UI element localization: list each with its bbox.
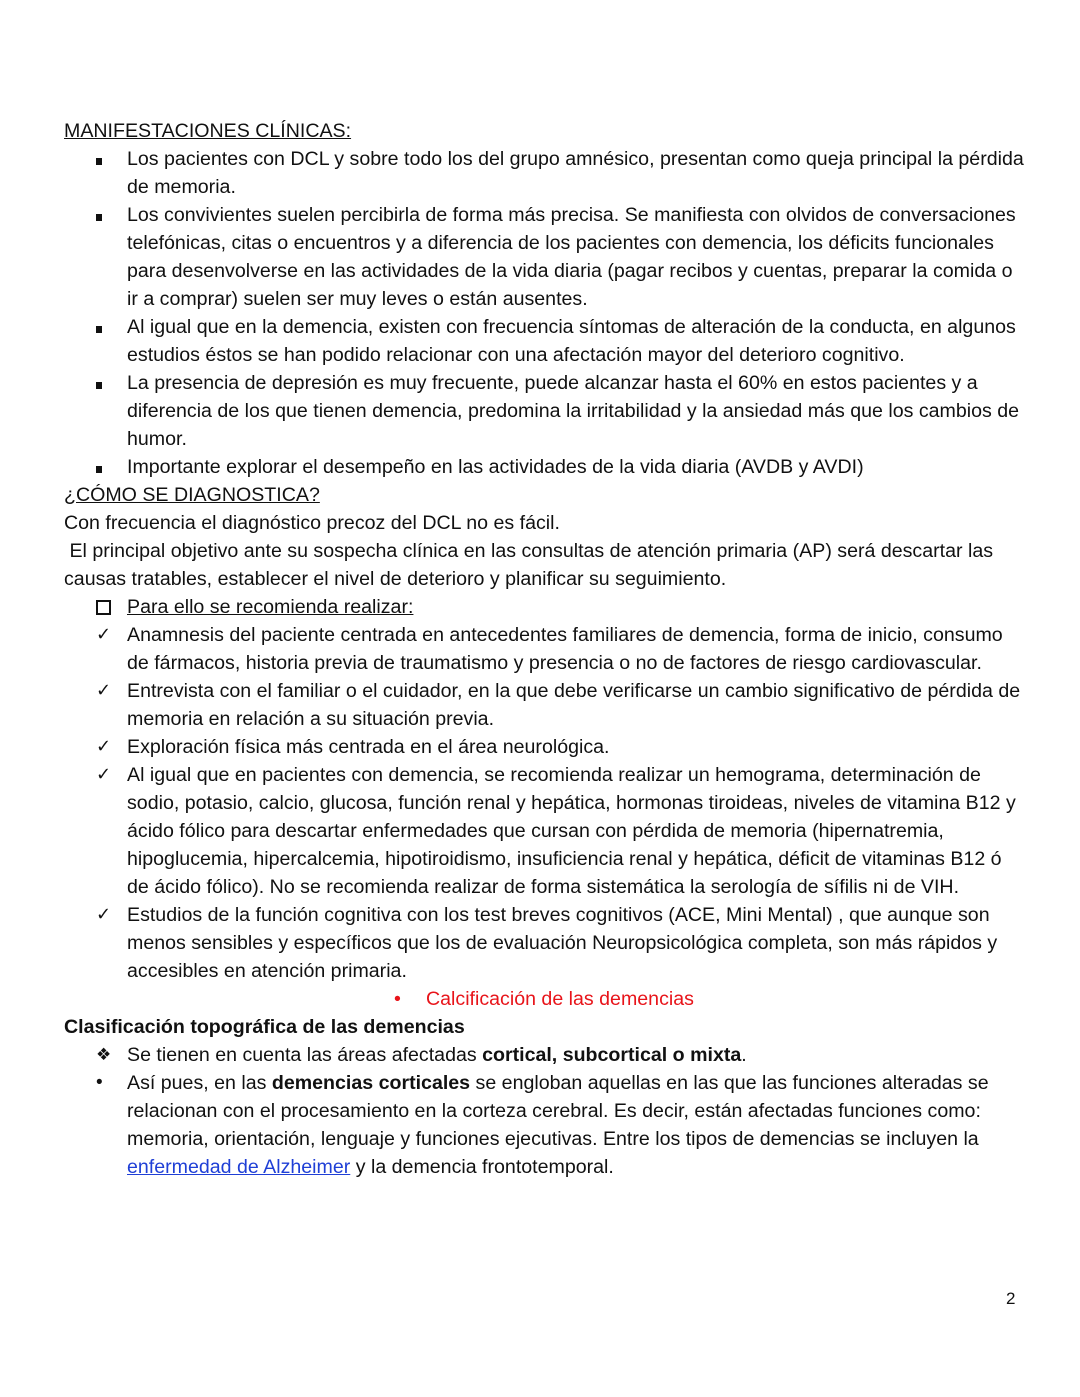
diagnostico-heading: ¿CÓMO SE DIAGNOSTICA? xyxy=(64,484,320,506)
list-item: ✓ Exploración física más centrada en el área neurológica. xyxy=(64,733,1024,761)
recommend-item: Para ello se recomienda realizar: xyxy=(64,593,1024,621)
diagnostico-paragraph-1: Con frecuencia el diagnóstico precoz del DCL no es fácil. xyxy=(64,512,560,534)
list-item: ✓ Entrevista con el familiar o el cuidador, en la que debe verificarse un cambio significativo de pérdida de memoria en relación a su situación previa. xyxy=(64,677,1024,733)
checkbox-bullet-icon xyxy=(96,593,116,623)
list-item: Los convivientes suelen percibirla de forma más precisa. Se manifiesta con olvidos de conversaciones telefónicas, citas o encuentros y a diferencia de los pacientes con demencia, los déficits funcionales para desenvolverse en las actividades de la vida diaria (pagar recibos y cuentas, preparar la comida o ir a comprar) suelen ser muy leves o están ausentes. xyxy=(64,201,1024,313)
list-item: ✓ Al igual que en pacientes con demencia, se recomienda realizar un hemograma, determinación de sodio, potasio, calcio, glucosa, función renal y hepática, hormonas tiroideas, niveles de vitamina B12 y ácido fólico para descartar enfermedades que cursan con pérdida de memoria (hipernatremia, hipoglucemia, hipercalcemia, hipotiroidismo, insuficiencia renal y hepática, déficit de vitaminas B12 ó de ácido fólico). No se recomienda realizar de forma sistemática la serología de sífilis ni de VIH. xyxy=(64,761,1024,901)
manifestaciones-list xyxy=(64,145,1024,481)
diagnostico-list xyxy=(64,593,1024,985)
checkmark-icon: ✓ xyxy=(96,904,112,925)
list-item: ❖ Se tienen en cuenta las áreas afectadas cortical, subcortical o mixta. xyxy=(64,1041,1024,1069)
list-item: Los pacientes con DCL y sobre todo los del grupo amnésico, presentan como queja principal la pérdida de memoria. xyxy=(64,145,1024,201)
four-diamond-bullet-icon: ❖ xyxy=(96,1045,112,1065)
list-item: La presencia de depresión es muy frecuente, puede alcanzar hasta el 60% en estos pacientes y a diferencia de los que tienen demencia, predomina la irritabilidad y la ansiedad más que los cambios de humor. xyxy=(64,369,1024,453)
alzheimer-link[interactable]: enfermedad de Alzheimer xyxy=(127,1156,351,1178)
square-bullet-icon xyxy=(96,369,116,397)
clasificacion-heading: Clasificación topográfica de las demencias xyxy=(64,1016,465,1038)
square-bullet-icon xyxy=(96,201,116,229)
diagnostico-paragraph-2: El principal objetivo ante su sospecha clínica en las consultas de atención primaria (AP) será descartar las causas tratables, establecer el nivel de deterioro y planificar su seguimiento. xyxy=(64,540,999,590)
clasificacion-list xyxy=(64,1041,1024,1181)
page-content xyxy=(64,117,1024,1181)
round-bullet-icon: • xyxy=(96,1072,103,1093)
checkmark-icon: ✓ xyxy=(96,624,112,645)
list-item: Al igual que en la demencia, existen con frecuencia síntomas de alteración de la conducta, en algunos estudios éstos se han podido relacionar con una afectación mayor del deterioro cognitivo. xyxy=(64,313,1024,369)
square-bullet-icon xyxy=(96,313,116,341)
list-item: Importante explorar el desempeño en las actividades de la vida diaria (AVDB y AVDI) xyxy=(64,453,1024,481)
manifestaciones-heading: MANIFESTACIONES CLÍNICAS: xyxy=(64,120,352,142)
round-bullet-icon: • xyxy=(394,988,401,1010)
square-bullet-icon xyxy=(96,145,116,173)
red-bullet-item: • Calcificación de las demencias xyxy=(64,985,1024,1013)
checkmark-icon: ✓ xyxy=(96,764,112,785)
list-item: • Así pues, en las demencias corticales se engloban aquellas en las que las funciones alteradas se relacionan con el procesamiento en la corteza cerebral. Es decir, están afectadas funciones como: memoria, orientación, lenguaje y funciones ejecutivas. Entre los tipos de demencias se incluyen la enfermedad de Alzheimer y la demencia frontotemporal. xyxy=(64,1069,1024,1181)
list-item: ✓ Estudios de la función cognitiva con los test breves cognitivos (ACE, Mini Mental) , que aunque son menos sensibles y específicos que los de evaluación Neuropsicológica completa, son más rápidos y accesibles en atención primaria. xyxy=(64,901,1024,985)
checkmark-icon: ✓ xyxy=(96,736,112,757)
checkmark-icon: ✓ xyxy=(96,680,112,701)
page-number: 2 xyxy=(1006,1289,1016,1308)
square-bullet-icon xyxy=(96,453,116,481)
list-item: ✓ Anamnesis del paciente centrada en antecedentes familiares de demencia, forma de inicio, consumo de fármacos, historia previa de traumatismo y presencia o no de factores de riesgo cardiovascular. xyxy=(64,621,1024,677)
